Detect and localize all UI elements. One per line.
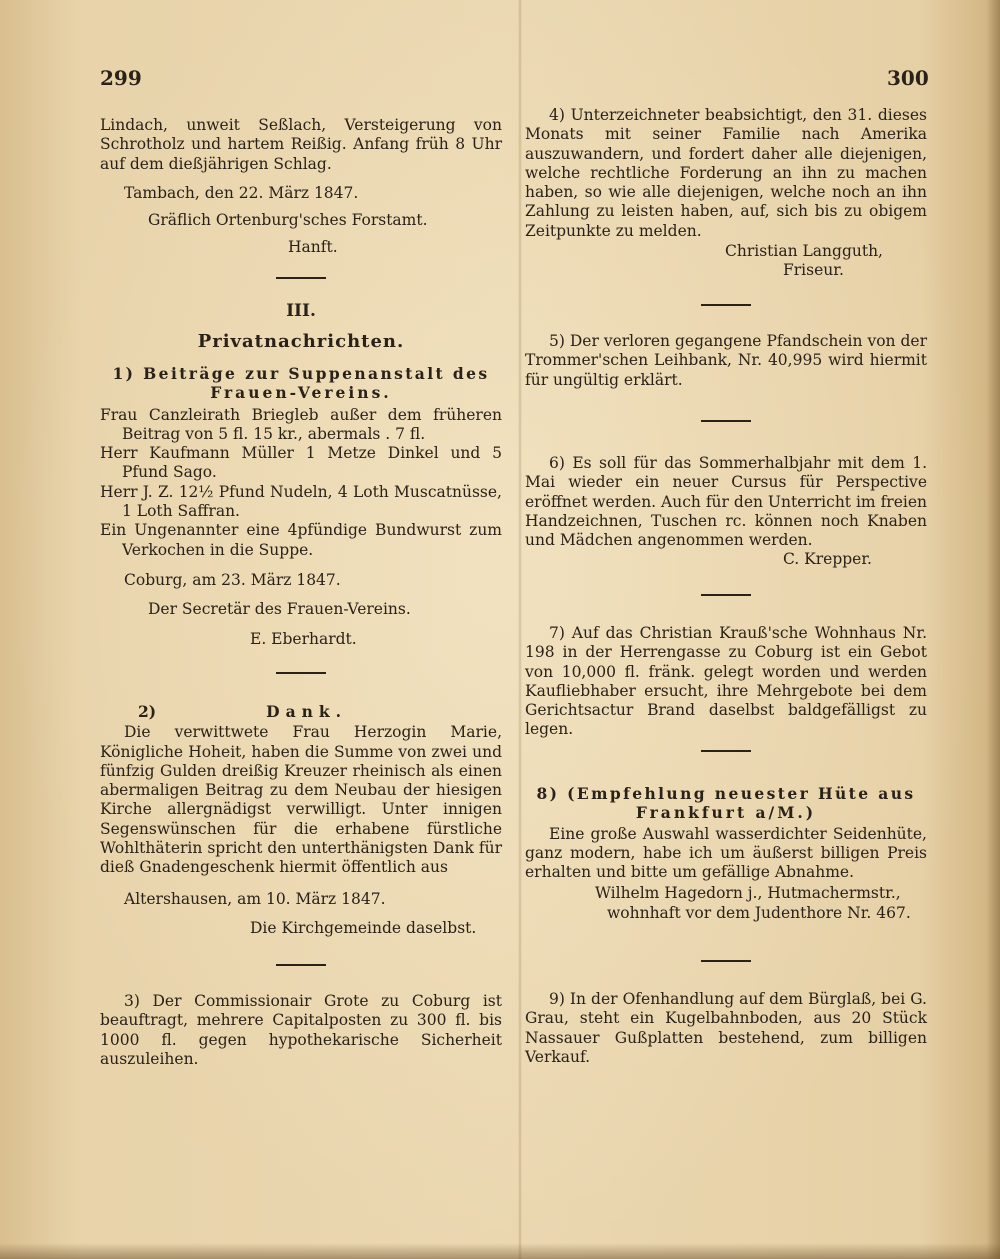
divider <box>701 750 751 752</box>
page-number-left: 299 <box>100 66 142 90</box>
page-gutter <box>518 0 522 1259</box>
soup-heading-line2: Frauen-Vereins. <box>210 383 392 403</box>
stove-shop-notice <box>525 990 927 1067</box>
thanks-date: Altershausen, am 10. März 1847. <box>124 889 386 908</box>
divider <box>276 964 326 966</box>
contribution-entry: Herr J. Z. 12½ Pfund Nudeln, 4 Loth Muscatnüsse, 1 Loth Saffran. <box>100 482 502 521</box>
divider <box>701 594 751 596</box>
drawing-course-notice <box>525 454 927 570</box>
contribution-entry: Frau Canzleirath Briegleb außer dem früheren Beitrag von 5 fl. 15 kr., abermals . 7 fl. <box>100 405 502 443</box>
drawing-course-text: 6) Es soll für das Sommerhalbjahr mit dem 1. Mai wieder ein neuer Cursus für Perspective eröffnet werden. Auch für den Unterricht im freien Handzeichnen, Tuschen rc. können noch Knaben und Mädchen angenommen werden. <box>525 454 927 550</box>
hats-notice <box>525 784 927 923</box>
forest-auction-notice <box>100 116 502 258</box>
divider <box>701 960 751 962</box>
forest-signature: Hanft. <box>288 238 338 257</box>
forest-auction-date: Tambach, den 22. März 1847. <box>124 183 359 202</box>
house-sale-notice <box>525 624 927 740</box>
emigration-signature-title: Friseur. <box>783 261 844 280</box>
emigration-notice <box>525 106 927 281</box>
section-number: III. <box>286 301 316 321</box>
divider <box>276 672 326 674</box>
emigration-signature-name: Christian Langguth, <box>725 242 883 261</box>
contribution-entry: Herr Kaufmann Müller 1 Metze Dinkel und 5 Pfund Sago. <box>100 444 502 482</box>
soup-contributions <box>100 364 502 649</box>
hats-heading-line2: Frankfurt a/M.) <box>635 803 817 823</box>
thanks-title: Dank. <box>266 702 348 721</box>
capital-text: 3) Der Commissionair Grote zu Coburg ist beauftragt, mehrere Capitalposten zu 300 fl. bis 1000 fl. gegen hypothekarische Sicherheit auszuleihen. <box>100 992 502 1068</box>
stove-shop-text: 9) In der Ofenhandlung auf dem Bürglaß, bei G. Grau, steht ein Kugelbahnboden, aus 20 Stück Nassauer Gußplatten bestehend, zum billigen Verkauf. <box>525 990 927 1066</box>
soup-heading-line1: 1) Beiträge zur Suppenanstalt des <box>112 364 490 383</box>
page-number-right: 300 <box>887 66 929 90</box>
contribution-entry: Ein Ungenannter eine 4pfündige Bundwurst zum Verkochen in die Suppe. <box>100 521 502 559</box>
hats-text: Eine große Auswahl wasserdichter Seidenhüte, ganz modern, habe ich um äußerst billigen Preis erhalten und bitte um gefällige Abnahme. <box>525 824 927 882</box>
soup-secretary: Der Secretär des Frauen-Vereins. <box>148 600 411 619</box>
section-title: Privatnachrichten. <box>197 331 405 352</box>
thanks-number: 2) <box>138 702 157 721</box>
page-bottom-shadow <box>0 1243 1000 1259</box>
thanks-notice <box>100 702 502 938</box>
soup-signature: E. Eberhardt. <box>250 629 357 648</box>
divider <box>701 420 751 422</box>
thanks-signature: Die Kirchgemeinde daselbst. <box>250 918 477 937</box>
forest-office: Gräflich Ortenburg'sches Forstamt. <box>148 211 428 230</box>
capital-notice <box>100 992 502 1069</box>
divider <box>276 277 326 279</box>
house-sale-text: 7) Auf das Christian Krauß'sche Wohnhaus Nr. 198 in der Herrengasse zu Coburg ist ein Gebot von 10,000 fl. fränk. gelegt worden und werden Kaufliebhaber ersucht, ihre Mehrgebote bei dem Gerichtsactur Brand daselbst baldgefälligst zu legen. <box>525 624 927 739</box>
drawing-course-signature: C. Krepper. <box>783 550 872 569</box>
forest-auction-text: Lindach, unweit Seßlach, Versteigerung von Schrotholz und hartem Reißig. Anfang früh 8 Uhr auf dem dießjährigen Schlag. <box>100 116 502 173</box>
soup-date: Coburg, am 23. März 1847. <box>124 570 341 589</box>
divider <box>701 304 751 306</box>
emigration-text: 4) Unterzeichneter beabsichtigt, den 31. dieses Monats mit seiner Familie nach Amerika auszuwandern, und fordert daher alle diejenigen, welche rechtliche Forderung an ihn zu machen haben, so wie alle diejenigen, welche noch an ihn Zahlung zu leisten haben, auf, sich bis zu obigem Zeitpunkte zu melden. <box>525 106 927 240</box>
hats-signature-line2: wohnhaft vor dem Judenthore Nr. 467. <box>607 903 911 922</box>
thanks-text: Die verwittwete Frau Herzogin Marie, Königliche Hoheit, haben die Summe von zwei und fünfzig Gulden dreißig Kreuzer rheinisch als einen abermaligen Beitrag zu dem Neubau der hiesigen Kirche allergnädigst verwilligt. Unter innigen Segenswünschen für die erhabene fürstliche Wohlthäterin spricht den unterthänigsten Dank für dieß Gnadengeschenk hiermit öffentlich aus <box>100 723 502 877</box>
hats-signature-line1: Wilhelm Hagedorn j., Hutmachermstr., <box>595 884 901 903</box>
pawn-ticket-text: 5) Der verloren gegangene Pfandschein von der Trommer'schen Leihbank, Nr. 40,995 wird hiermit für ungültig erklärt. <box>525 332 927 389</box>
pawn-ticket-notice <box>525 332 927 390</box>
hats-heading-line1: 8) (Empfehlung neuester Hüte aus <box>536 784 916 803</box>
page-edge-shadow <box>986 0 1000 1259</box>
